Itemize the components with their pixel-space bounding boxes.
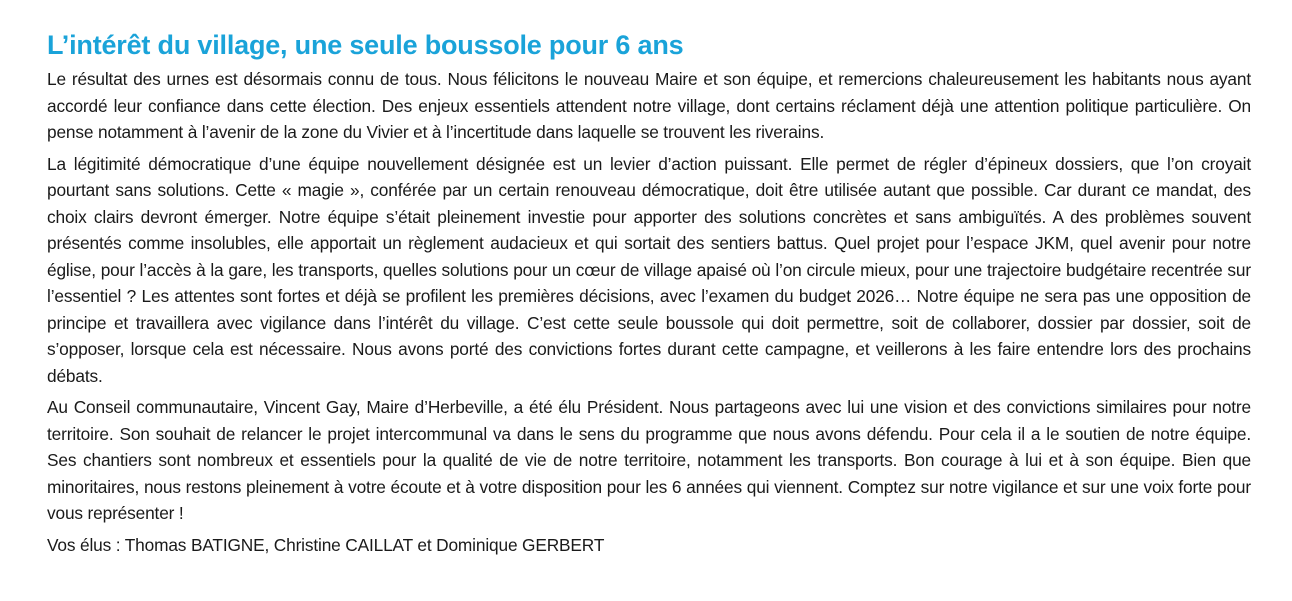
article	[47, 28, 1251, 558]
article-paragraph-2: La légitimité démocratique d’une équipe nouvellement désignée est un levier d’action puissant. Elle permet de régler d’épineux dossiers, que l’on croyait pourtant sans solutions. Cette « magie », conférée par un certain renouveau démocratique, doit être utilisée autant que possible. Car durant ce mandat, des choix clairs devront émerger. Notre équipe s’était pleinement investie pour apporter des solutions concrètes et sans ambiguïtés. A des problèmes souvent présentés comme insolubles, elle apportait un règlement audacieux et qui sortait des sentiers battus. Quel projet pour l’espace JKM, quel avenir pour notre église, pour l’accès à la gare, les transports, quelles solutions pour un cœur de village apaisé où l’on circule mieux, pour une trajectoire budgétaire recentrée sur l’essentiel ? Les attentes sont fortes et déjà se profilent les premières décisions, avec l’examen du budget 2026… Notre équipe ne sera pas une opposition de principe et travaillera avec vigilance dans l’intérêt du village. C’est cette seule boussole qui doit permettre, soit de collaborer, dossier par dossier, soit de s’opposer, lorsque cela est nécessaire. Nous avons porté des convictions fortes durant cette campagne, et veillerons à les faire entendre lors des prochains débats.	[47, 153, 1251, 386]
article-paragraph-3: Au Conseil communautaire, Vincent Gay, Maire d’Herbeville, a été élu Président. Nous partageons avec lui une vision et des convictions similaires pour notre territoire. Son souhait de relancer le projet intercommunal va dans le sens du programme que nous avons défendu. Pour cela il a le soutien de notre équipe. Ses chantiers sont nombreux et essentiels pour la qualité de vie de notre territoire, notamment les transports. Bon courage à lui et à son équipe. Bien que minoritaires, nous restons pleinement à votre écoute et à votre disposition pour les 6 années qui viennent. Comptez sur notre vigilance et sur une voix forte pour vous représenter !	[47, 397, 1251, 523]
article-title: L’intérêt du village, une seule boussole pour 6 ans	[47, 30, 684, 60]
article-signature: Vos élus : Thomas BATIGNE, Christine CAILLAT et Dominique GERBERT	[47, 534, 605, 555]
article-paragraph-1: Le résultat des urnes est désormais connu de tous. Nous félicitons le nouveau Maire et son équipe, et remercions chaleureusement les habitants nous ayant accordé leur confiance dans cette élection. Des enjeux essentiels attendent notre village, dont certains réclament déjà une attention politique particulière. On pense notamment à l’avenir de la zone du Vivier et à l’incertitude dans laquelle se trouvent les riverains.	[47, 69, 1251, 142]
